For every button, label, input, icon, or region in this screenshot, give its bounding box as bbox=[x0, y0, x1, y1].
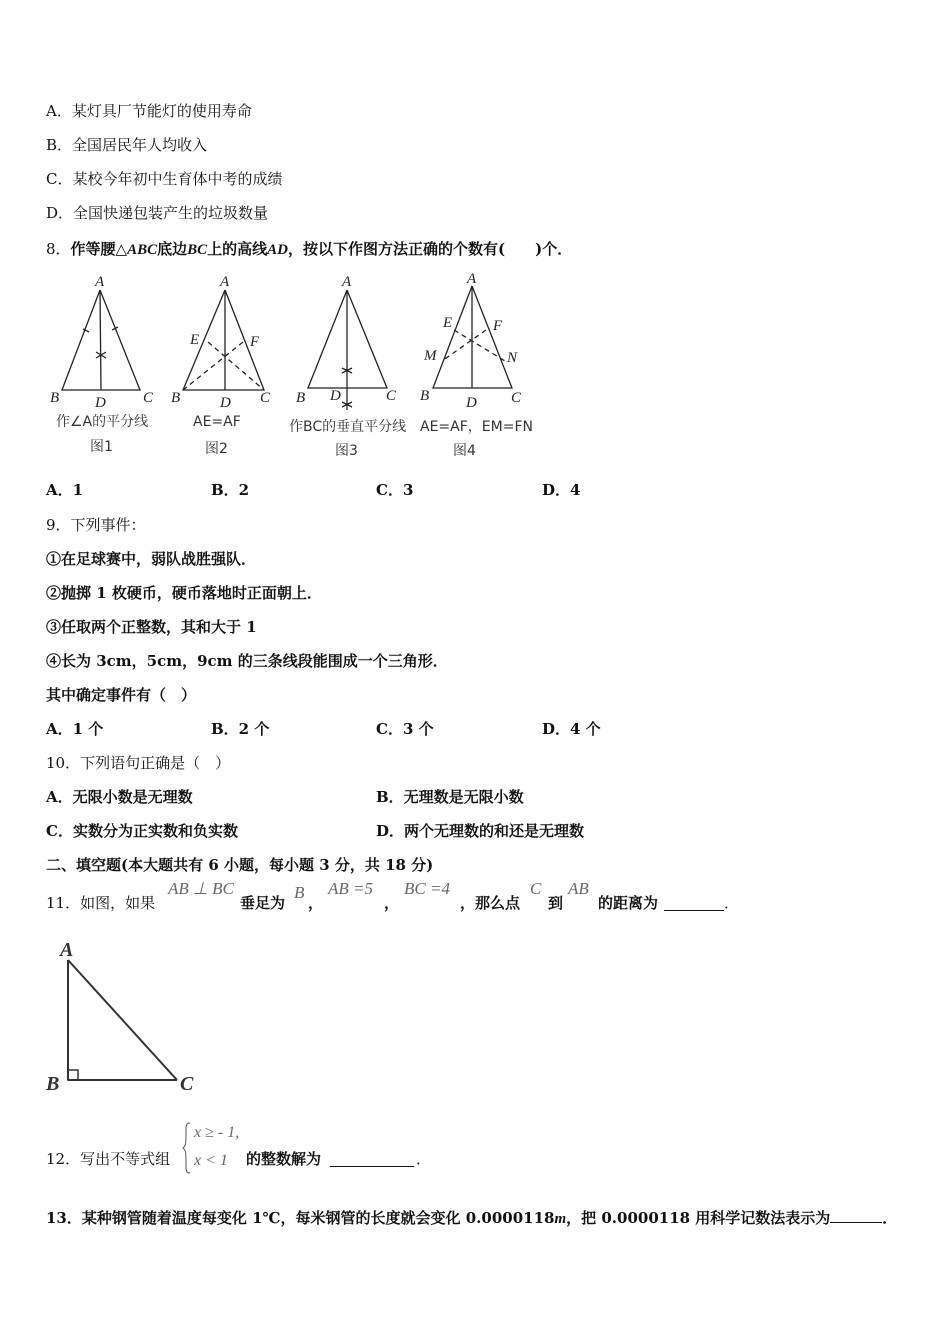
q9-item-3: ③任取两个正整数，其和大于 1 bbox=[46, 618, 257, 636]
figure-3-drawing bbox=[308, 290, 387, 410]
q13-stem bbox=[46, 1207, 897, 1230]
q13-text-2: ，把 0.0000118 用科学记数法表示为 bbox=[566, 1209, 831, 1227]
q12-number: 12．写出不等式组 bbox=[46, 1150, 171, 1168]
q9-option-c: C．3 个 bbox=[376, 720, 434, 738]
q11-number: 11．如图，如果 bbox=[46, 894, 156, 912]
fig4-label-D: D bbox=[466, 395, 477, 411]
q12-inequality-2: x < 1 bbox=[194, 1152, 228, 1169]
fig3-label-B: B bbox=[296, 390, 306, 406]
fig4-label-A: A bbox=[467, 272, 477, 287]
q9-option-a: A．1 个 bbox=[46, 720, 104, 738]
q8-option-c: C．3 bbox=[376, 481, 414, 499]
q11-text-1: 垂足为 bbox=[240, 894, 286, 912]
fig1-label-D: D bbox=[95, 395, 106, 411]
q8-text-3: 上的高线 bbox=[207, 240, 268, 258]
fig2-label-F: F bbox=[250, 334, 260, 350]
fig1-number: 图1 bbox=[90, 439, 113, 455]
fig4-label-C: C bbox=[511, 390, 522, 406]
fig3-number: 图3 bbox=[335, 443, 358, 459]
fig3-label-C: C bbox=[386, 388, 397, 404]
q9-item-2: ②抛掷 1 枚硬币，硬币落地时正面朝上． bbox=[46, 584, 322, 602]
figure-4-drawing bbox=[433, 286, 512, 388]
fig2-label-C: C bbox=[260, 390, 271, 406]
fig4-label-F: F bbox=[493, 318, 503, 334]
fig4-label-B: B bbox=[420, 388, 430, 404]
q11-text-7: ． bbox=[724, 894, 740, 912]
section-2-heading: 二、填空题(本大题共有 6 小题，每小题 3 分，共 18 分) bbox=[46, 856, 434, 874]
q8-stem bbox=[46, 238, 572, 261]
figure-1-drawing bbox=[62, 290, 140, 390]
q8-text-2: 底边 bbox=[157, 240, 188, 258]
q9-question: 其中确定事件有（ ） bbox=[46, 686, 197, 704]
q9-stem: 9．下列事件： bbox=[46, 516, 146, 534]
q7-option-d: D．全国快递包装产生的垃圾数量 bbox=[46, 204, 269, 222]
fig2-label-D: D bbox=[220, 395, 231, 411]
fig1-label-A: A bbox=[95, 274, 105, 290]
fig3-label-A: A bbox=[342, 274, 352, 290]
q11-text-4: ，那么点 bbox=[460, 894, 521, 912]
fig2-label-E: E bbox=[190, 332, 200, 348]
q11-fig-label-C: C bbox=[180, 1073, 194, 1095]
q11-text-5: 到 bbox=[548, 894, 564, 912]
q11-text-3: ， bbox=[384, 894, 400, 912]
q7-option-a: A．某灯具厂节能灯的使用寿命 bbox=[46, 102, 252, 120]
q8-bc: BC bbox=[187, 242, 208, 258]
q8-option-b: B．2 bbox=[211, 481, 250, 499]
q11-math-ab-perp-bc: AB ⊥ BC bbox=[168, 879, 234, 898]
q10-option-b: B．无理数是无限小数 bbox=[376, 788, 524, 806]
q11-math-bc-4: BC =4 bbox=[404, 879, 450, 898]
fig2-number: 图2 bbox=[205, 441, 228, 457]
q7-option-c: C．某校今年初中生育体中考的成绩 bbox=[46, 170, 283, 188]
q13-unit-m: m bbox=[554, 1211, 567, 1227]
q7-option-b: B．全国居民年人均收入 bbox=[46, 136, 208, 154]
fig4-label-N: N bbox=[507, 350, 518, 366]
fig3-label-D: D bbox=[330, 388, 341, 404]
q11-text-2: ， bbox=[308, 894, 324, 912]
fig4-number: 图4 bbox=[453, 443, 476, 459]
q12-text: 的整数解为 bbox=[246, 1150, 322, 1168]
q9-option-d: D．4 个 bbox=[542, 720, 601, 738]
q9-option-b: B．2 个 bbox=[211, 720, 270, 738]
q11-math-b: B bbox=[294, 883, 305, 902]
q10-option-c: C．实数分为正实数和负实数 bbox=[46, 822, 238, 840]
q9-item-1: ①在足球赛中，弱队战胜强队． bbox=[46, 550, 257, 568]
q11-math-c: C bbox=[530, 879, 542, 898]
fig3-caption: 作BC的垂直平分线 bbox=[289, 419, 407, 435]
q11-fig-label-A: A bbox=[60, 939, 74, 961]
q13-answer-blank[interactable] bbox=[830, 1208, 882, 1223]
q12-inequality-1: x ≥ - 1, bbox=[194, 1124, 240, 1141]
q8-text-1: 作等腰△ bbox=[70, 240, 128, 258]
q11-answer-blank[interactable] bbox=[664, 896, 724, 911]
fig2-caption: AE=AF bbox=[193, 414, 241, 430]
q12-brace bbox=[182, 1122, 192, 1174]
q8-number: 8． bbox=[46, 240, 71, 258]
q13-text-1: 13．某种钢管随着温度每变化 1℃，每米钢管的长度就会变化 0.0000118 bbox=[46, 1209, 555, 1227]
q12-end: ． bbox=[416, 1150, 432, 1168]
q12-answer-blank[interactable] bbox=[330, 1152, 414, 1167]
q11-figure bbox=[40, 938, 210, 1098]
q11-text-6: 的距离为 bbox=[598, 894, 659, 912]
fig4-label-M: M bbox=[424, 348, 437, 364]
q8-figures bbox=[40, 272, 550, 467]
q13-end: ． bbox=[882, 1209, 898, 1227]
fig2-label-B: B bbox=[171, 390, 181, 406]
fig1-label-C: C bbox=[143, 390, 154, 406]
q10-option-d: D．两个无理数的和还是无理数 bbox=[376, 822, 585, 840]
q10-option-a: A．无限小数是无理数 bbox=[46, 788, 193, 806]
q8-ad: AD bbox=[267, 242, 288, 258]
q8-option-d: D．4 bbox=[542, 481, 581, 499]
q11-math-ab-5: AB =5 bbox=[328, 879, 373, 898]
q8-option-a: A．1 bbox=[46, 481, 84, 499]
q9-item-4: ④长为 3cm，5cm，9cm 的三条线段能围成一个三角形． bbox=[46, 652, 448, 670]
q11-fig-label-B: B bbox=[46, 1073, 60, 1095]
fig4-label-E: E bbox=[443, 315, 453, 331]
q8-abc: ABC bbox=[127, 242, 158, 258]
fig1-caption: 作∠A的平分线 bbox=[56, 414, 149, 430]
q8-text-4: ，按以下作图方法正确的个数有( )个． bbox=[288, 240, 573, 258]
fig2-label-A: A bbox=[220, 274, 230, 290]
q11-math-ab: AB bbox=[568, 879, 589, 898]
fig1-label-B: B bbox=[50, 390, 60, 406]
q10-stem: 10．下列语句正确是（ ） bbox=[46, 754, 231, 772]
fig4-caption: AE=AF，EM=FN bbox=[420, 419, 533, 435]
